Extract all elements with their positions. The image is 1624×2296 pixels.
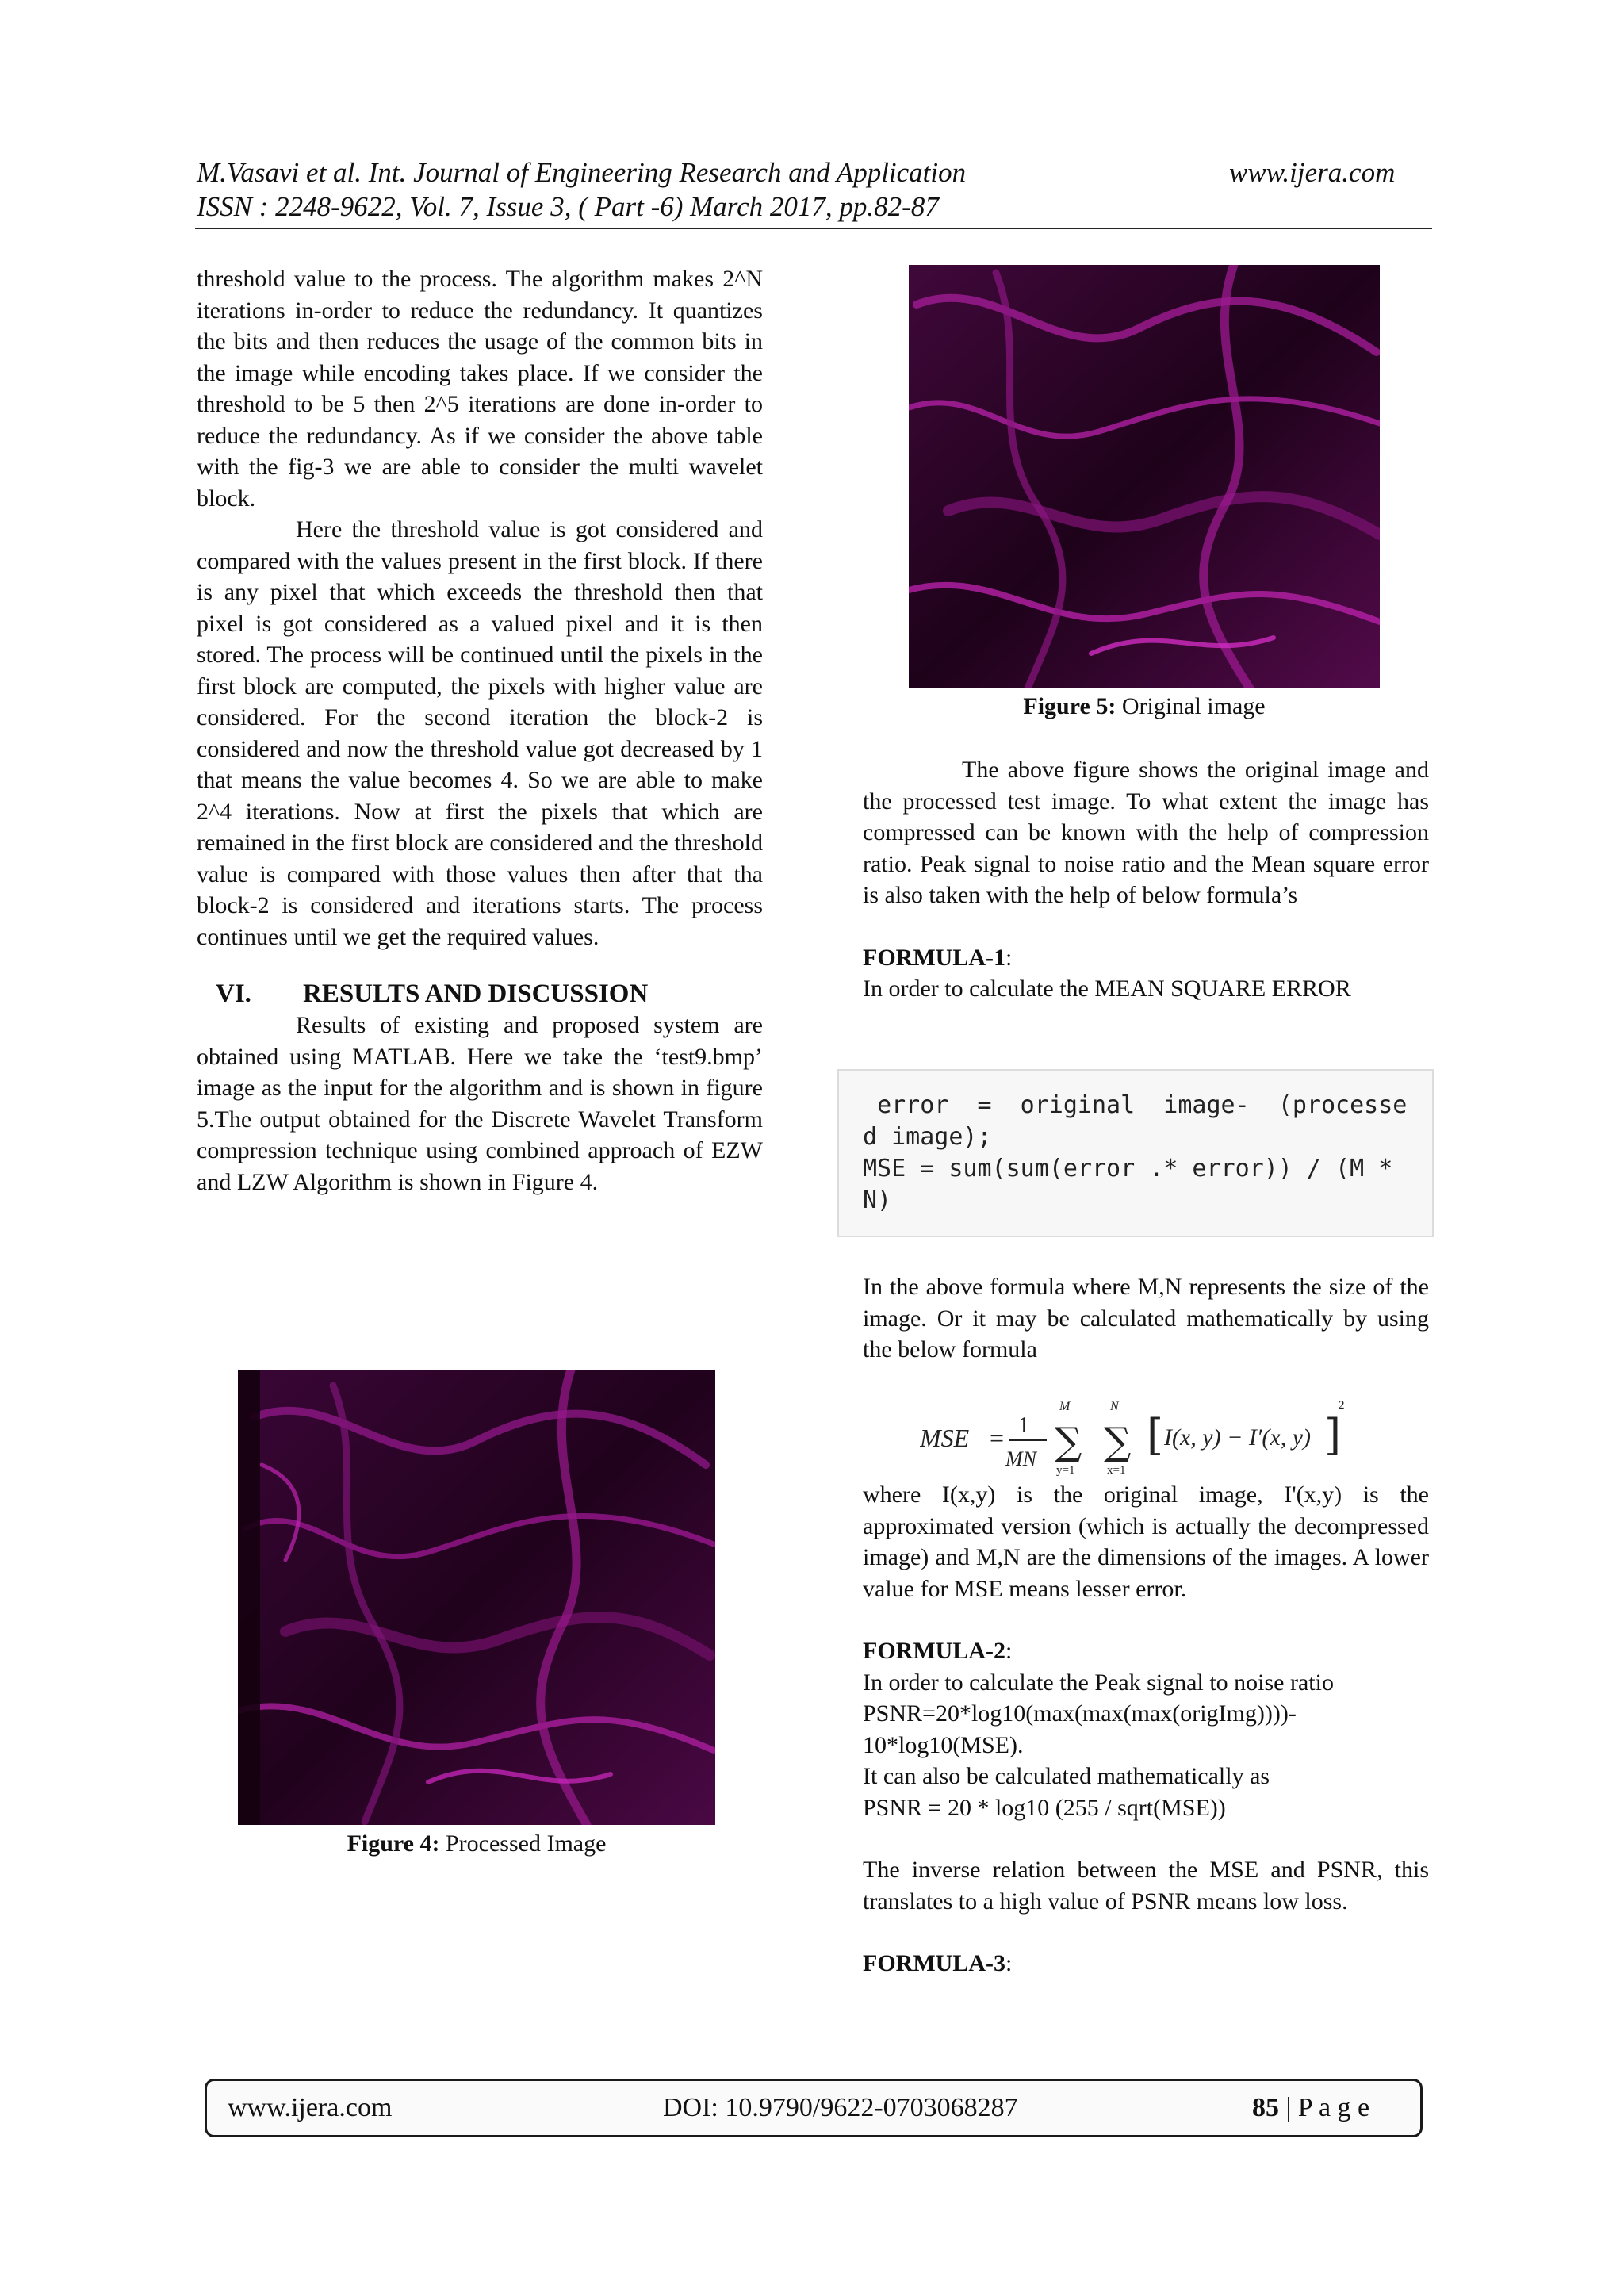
formula-1-label: FORMULA-1 bbox=[863, 944, 1005, 971]
right-column-bottom bbox=[863, 1479, 1429, 1980]
spacer bbox=[863, 911, 1429, 942]
page-footer bbox=[205, 2079, 1423, 2137]
right-column-top bbox=[863, 754, 1429, 1005]
formula-2-line-3: It can also be calculated mathematically as bbox=[863, 1763, 1270, 1789]
formula-2-line-1: PSNR=20*log10(max(max(max(origImg))))- bbox=[863, 1700, 1297, 1727]
spacer bbox=[863, 1823, 1429, 1854]
mse-formula-sum1-top: M bbox=[1059, 1400, 1071, 1413]
page-number: 85 bbox=[1252, 2093, 1279, 2122]
footer-url: www.ijera.com bbox=[228, 2093, 393, 2122]
left-paragraph-3: Results of existing and proposed system are obtained using MATLAB. Here we take the ‘test9.bmp’ image as the input for the algorithm and is shown in figure 5.The output obtained for the Discrete Wavelet Transform compression technique using combined approach of EZW and LZW Algorithm is shown in Figure 4. bbox=[197, 1012, 763, 1195]
section-title: RESULTS AND DISCUSSION bbox=[303, 979, 649, 1008]
mse-formula-lhs: MSE bbox=[920, 1424, 970, 1452]
formula-2-heading: FORMULA-2: bbox=[863, 1638, 1013, 1664]
footer-doi: DOI: 10.9790/9622-0703068287 bbox=[663, 2093, 1018, 2122]
right-paragraph-1: The above figure shows the original image and the processed test image. To what extent the image has compressed can be known with the help of compression ratio. Peak signal to noise ratio and the Mean square error is also taken with the help of below formula’s bbox=[863, 757, 1429, 908]
figure-5-text: Original image bbox=[1116, 693, 1266, 719]
right-paragraph-4: The inverse relation between the MSE and PSNR, this translates to a high value of PSNR means low loss. bbox=[863, 1857, 1429, 1915]
formula-2-line-2: 10*log10(MSE). bbox=[863, 1731, 1024, 1758]
header-divider bbox=[195, 228, 1432, 229]
journal-header-url: www.ijera.com bbox=[1229, 157, 1396, 188]
mse-formula-exp: 2 bbox=[1339, 1399, 1345, 1412]
sigma-symbol-1: ∑ bbox=[1055, 1420, 1082, 1464]
left-bracket: [ bbox=[1147, 1410, 1164, 1460]
right-bracket: ] bbox=[1324, 1410, 1342, 1460]
formula-1-heading: FORMULA-1: bbox=[863, 944, 1013, 971]
mse-formula-eq: = bbox=[990, 1424, 1005, 1452]
mse-formula-sum1-bottom: y=1 bbox=[1056, 1464, 1075, 1477]
formula-1-description: In order to calculate the MEAN SQUARE ERROR bbox=[863, 976, 1351, 1002]
figure-5-caption bbox=[909, 692, 1380, 722]
formula-3-label: FORMULA-3 bbox=[863, 1950, 1005, 1976]
right-paragraph-3: where I(x,y) is the original image, I'(x,y) is the approximated version (which is actually the decompressed image) and M,N are the dimensions of the images. A lower value for MSE means lesser error. bbox=[863, 1481, 1429, 1602]
formula-2-description: In order to calculate the Peak signal to noise ratio bbox=[863, 1669, 1334, 1696]
formula-2-line-4: PSNR = 20 * log10 (255 / sqrt(MSE)) bbox=[863, 1794, 1226, 1821]
journal-header-issn: ISSN : 2248-9622, Vol. 7, Issue 3, ( Part -6) March 2017, pp.82-87 bbox=[197, 191, 939, 222]
figure-4-label: Figure 4: bbox=[347, 1830, 440, 1857]
footer-page-number bbox=[1252, 2081, 1369, 2135]
left-paragraph-2: Here the threshold value is got considered and compared with the values present in the first block. If there is any pixel that which exceeds the threshold then that pixel is got considered as a valued pixel and it is then stored. The process will be continued until the pixels in the first block are computed, the pixels with higher value are considered. For the second iteration the block-2 is considered and now the threshold value got decreased by 1 that means the value becomes 4. So we are able to make 2^4 iterations. Now at first the pixels that which are remained in the first block are considered and the threshold value is compared with those values then after that tha block-2 is considered and iterations starts. The process continues until we get the required values. bbox=[197, 516, 763, 950]
left-column bbox=[197, 263, 763, 1198]
left-paragraph-1: threshold value to the process. The algorithm makes 2^N iterations in-order to reduce the redundancy. It quantizes the bits and then reduces the usage of the common bits in the image while encoding takes place. If we consider the threshold to be 5 then 2^5 iterations are done in-order to reduce the redundancy. As if we consider the above table with the fig-3 we are able to consider the multi wavelet block. bbox=[197, 266, 763, 512]
journal-header-title: M.Vasavi et al. Int. Journal of Engineering Research and Application bbox=[197, 157, 967, 188]
figure-5-label: Figure 5: bbox=[1023, 693, 1116, 719]
mse-formula bbox=[920, 1394, 1348, 1481]
section-number: VI. bbox=[216, 979, 251, 1008]
figure-4-processed-image bbox=[238, 1370, 715, 1825]
right-paragraph-2: In the above formula where M,N represents the size of the image. Or it may be calculated mathematically by using the below formula bbox=[863, 1274, 1429, 1363]
figure-4-caption bbox=[238, 1829, 715, 1859]
mse-formula-sum2-top: N bbox=[1110, 1400, 1119, 1413]
mse-formula-num: 1 bbox=[1018, 1413, 1029, 1438]
mse-formula-sum2-bottom: x=1 bbox=[1107, 1464, 1126, 1477]
spacer bbox=[197, 953, 763, 978]
formula-3-heading: FORMULA-3: bbox=[863, 1950, 1013, 1976]
formula-2-label: FORMULA-2 bbox=[863, 1638, 1005, 1664]
mse-formula-body: I(x, y) − I′(x, y) bbox=[1164, 1424, 1312, 1451]
sigma-symbol-2: ∑ bbox=[1104, 1420, 1132, 1464]
figure-4-text: Processed Image bbox=[439, 1830, 607, 1857]
spacer bbox=[863, 1917, 1429, 1948]
mse-formula-den: MN bbox=[1005, 1447, 1036, 1470]
figure-5-original-image bbox=[909, 265, 1380, 688]
section-heading bbox=[197, 978, 763, 1010]
mse-code-block: error = original image- (processed image); MSE = sum(sum(error .* error)) / (M * N) bbox=[837, 1069, 1434, 1237]
page-word: | P a g e bbox=[1279, 2093, 1370, 2122]
right-column-middle bbox=[863, 1271, 1429, 1366]
spacer bbox=[863, 1604, 1429, 1635]
